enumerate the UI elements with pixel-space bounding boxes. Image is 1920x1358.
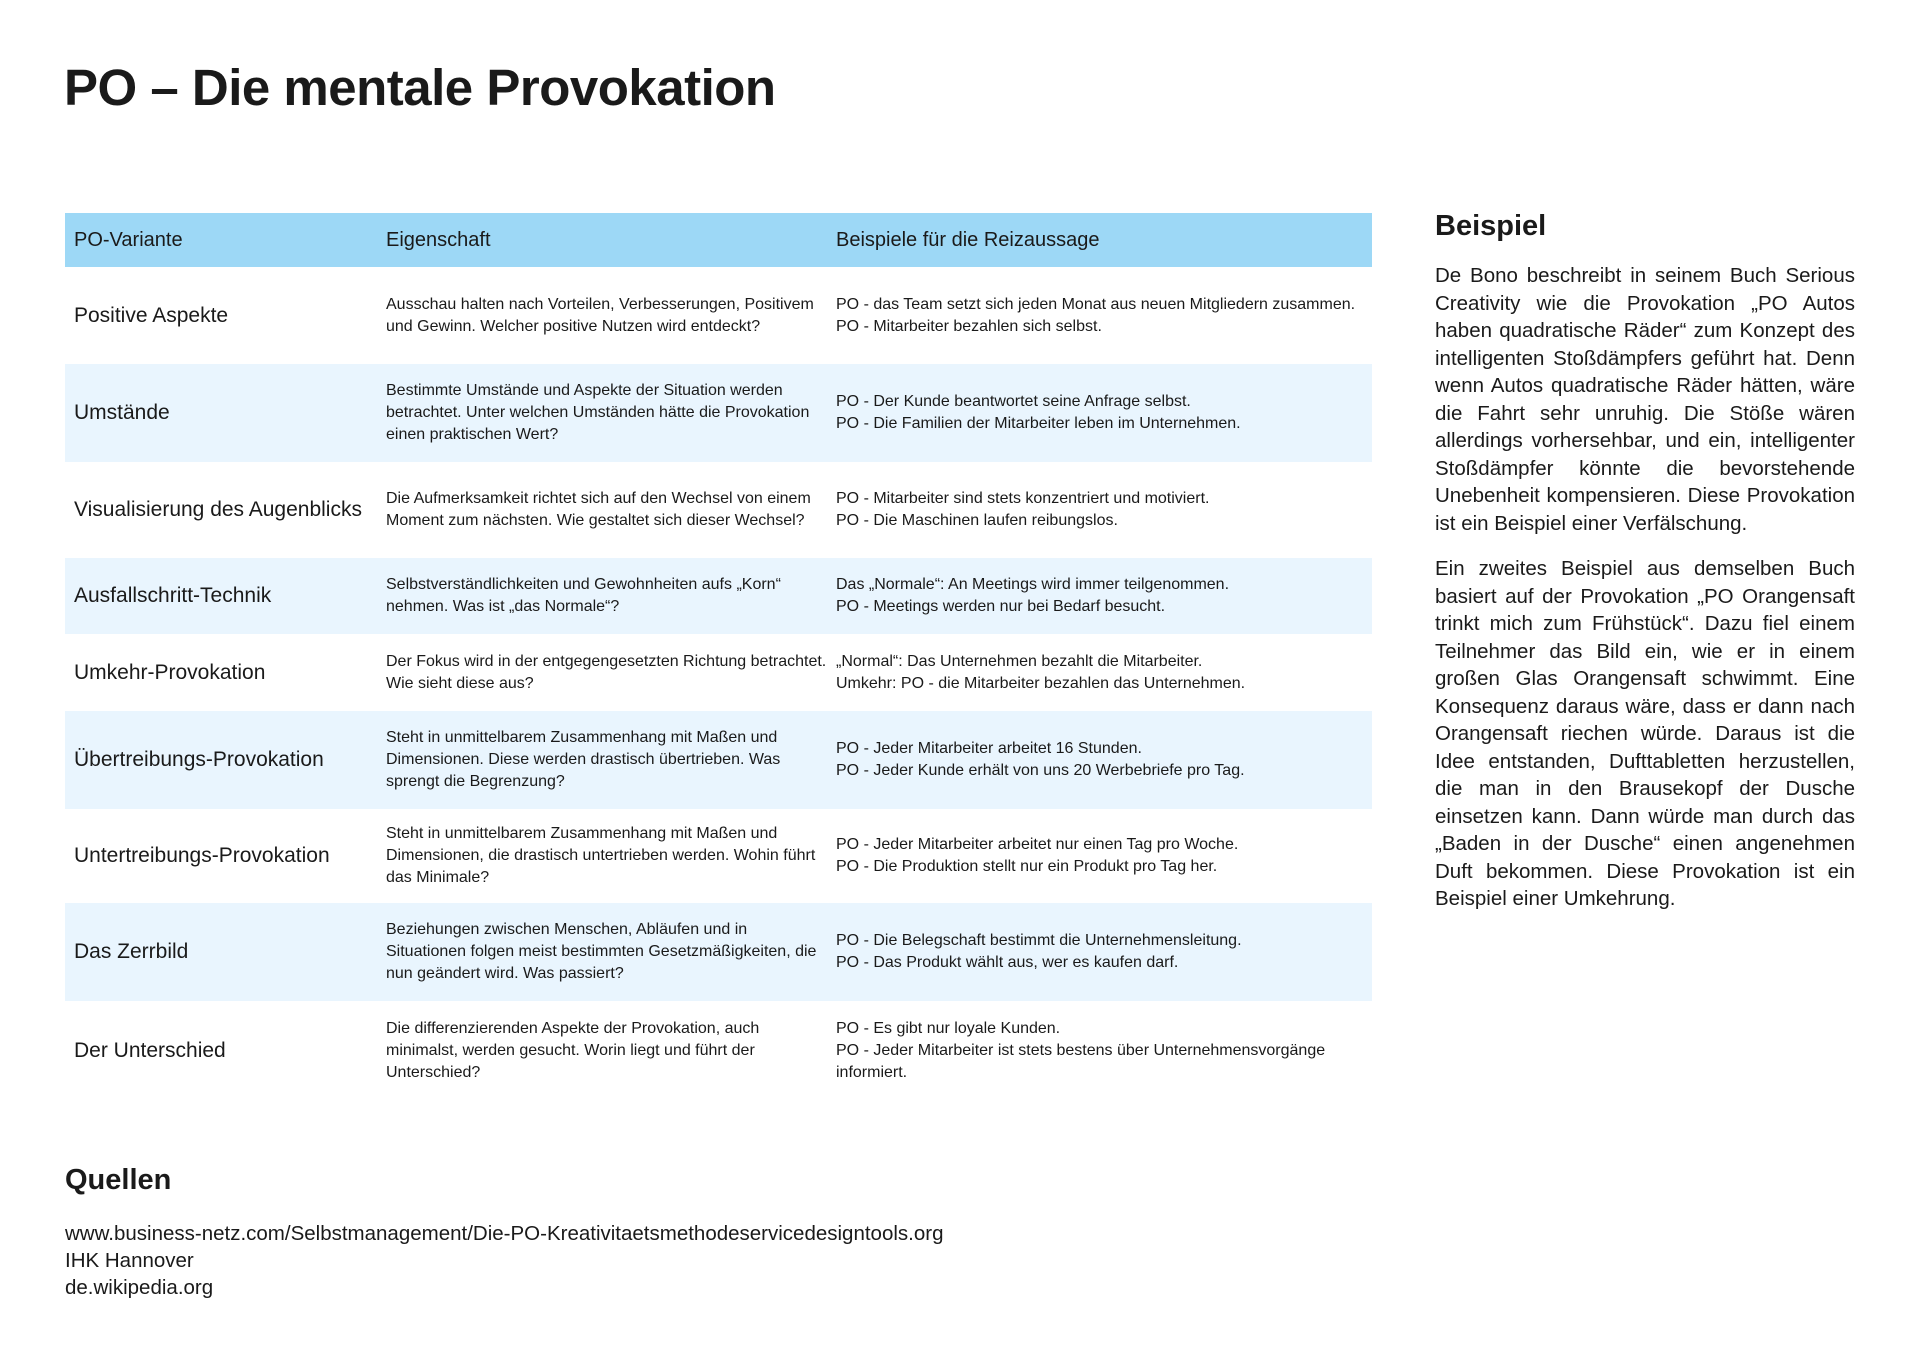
examples-cell — [836, 574, 1372, 618]
example-line: PO - Die Belegschaft bestimmt die Unternehmensleitung. — [836, 932, 1242, 949]
column-header-property: Eigenschaft — [386, 229, 491, 251]
variant-name: Umstände — [74, 401, 170, 424]
example-paragraph: Ein zweites Beispiel aus demselben Buch basiert auf der Provokation „PO Orangensaft trinkt mich zum Frühstück“. Dazu fiel einem Teilnehmer das Bild ein, wie er in einem großen Glas Orangensaft schwimmt. Eine Konsequenz daraus wäre, dass er dann nach Orangensaft riechen würde. Daraus ist die Idee entstanden, Dufttabletten herzustellen, die man in den Brausekopf der Dusche einsetzen kann. Dann würde man durch das „Baden in der Dusche“ einen angenehmen Duft bekommen. Diese Provokation ist ein Beispiel einer Umkehrung. — [1435, 557, 1855, 910]
variant-name: Der Unterschied — [74, 1039, 226, 1062]
example-line: PO - Jeder Mitarbeiter arbeitet 16 Stunden. — [836, 740, 1142, 757]
table-row — [65, 1001, 1372, 1101]
property-text: Ausschau halten nach Vorteilen, Verbesserungen, Positivem und Gewinn. Welcher positive Nutzen wird entdeckt? — [386, 295, 814, 335]
example-line: PO - Jeder Mitarbeiter arbeitet nur einen Tag pro Woche. — [836, 836, 1239, 853]
sources-section — [65, 1160, 944, 1301]
column-header-examples: Beispiele für die Reizaussage — [836, 229, 1100, 251]
property-text: Die Aufmerksamkeit richtet sich auf den Wechsel von einem Moment zum nächsten. Wie gestaltet sich dieser Wechsel? — [386, 490, 811, 529]
table-row — [65, 462, 1372, 558]
property-text: Der Fokus wird in der entgegengesetzten Richtung betrachtet. Wie sieht diese aus? — [386, 652, 827, 692]
sources-title: Quellen — [65, 1164, 172, 1196]
example-line: Umkehr: PO - die Mitarbeiter bezahlen das Unternehmen. — [836, 674, 1246, 692]
table-header-row — [65, 213, 1372, 267]
examples-cell — [836, 930, 1372, 974]
sidebar-title: Beispiel — [1435, 210, 1547, 242]
table-row — [65, 558, 1372, 634]
property-text: Die differenzierenden Aspekte der Provokation, auch minimalst, werden gesucht. Worin liegt und führt der Unterschied? — [386, 1020, 760, 1081]
variant-name: Das Zerrbild — [74, 940, 189, 963]
po-variants-table — [65, 213, 1372, 1101]
example-line: Das „Normale“: An Meetings wird immer teilgenommen. — [836, 576, 1230, 593]
property-text: Beziehungen zwischen Menschen, Abläufen und in Situationen folgen meist bestimmten Gesetzmäßigkeiten, die nun geändert wird. Was passiert? — [386, 921, 817, 982]
variant-name: Visualisierung des Augenblicks — [74, 498, 362, 521]
examples-cell — [836, 1018, 1372, 1084]
table-row — [65, 364, 1372, 462]
table-row — [65, 809, 1372, 903]
example-line: PO - Jeder Kunde erhält von uns 20 Werbebriefe pro Tag. — [836, 762, 1245, 779]
examples-cell — [836, 651, 1372, 695]
source-item: IHK Hannover — [65, 1249, 194, 1272]
page-title: PO – Die mentale Provokation — [64, 59, 776, 116]
property-text: Bestimmte Umstände und Aspekte der Situation werden betrachtet. Unter welchen Umständen hätte die Provokation einen praktischen Wert? — [386, 382, 810, 443]
examples-cell — [836, 834, 1372, 878]
variant-name: Übertreibungs-Provokation — [74, 748, 324, 771]
source-item: de.wikipedia.org — [65, 1276, 214, 1299]
example-line: PO - Die Familien der Mitarbeiter leben im Unternehmen. — [836, 415, 1241, 432]
column-header-variant: PO-Variante — [74, 229, 183, 251]
table-row — [65, 634, 1372, 711]
examples-cell — [836, 391, 1372, 435]
example-sidebar — [1435, 206, 1855, 931]
example-line: PO - das Team setzt sich jeden Monat aus neuen Mitgliedern zusammen. — [836, 295, 1356, 313]
examples-cell — [836, 294, 1372, 338]
example-line: „Normal“: Das Unternehmen bezahlt die Mitarbeiter. — [836, 652, 1203, 670]
table-row — [65, 903, 1372, 1001]
example-line: PO - Jeder Mitarbeiter ist stets bestens über Unternehmensvorgänge informiert. — [836, 1042, 1326, 1081]
variant-name: Untertreibungs-Provokation — [74, 844, 330, 867]
source-item: www.business-netz.com/Selbstmanagement/Die-PO-Kreativitaetsmethodeservicedesigntools.org — [65, 1222, 944, 1245]
example-line: PO - Meetings werden nur bei Bedarf besucht. — [836, 598, 1166, 615]
property-text: Steht in unmittelbarem Zusammenhang mit Maßen und Dimensionen, die drastisch untertrieben werden. Wohin führt das Minimale? — [386, 825, 816, 886]
example-paragraph: De Bono beschreibt in seinem Buch Serious Creativity wie die Provokation „PO Autos haben quadratische Räder“ zum Konzept des intelligenten Stoßdämpfers geführt hat. Denn wenn Autos quadratische Räder hätten, wäre die Fahrt sehr unruhig. Die Stöße wären allerdings vorhersehbar, und ein, intelligenter Stoßdämpfer könnte die bevorstehende Unebenheit kompensieren. Diese Provokation ist ein Beispiel einer Verfälschung. — [1435, 264, 1855, 535]
example-line: PO - Das Produkt wählt aus, wer es kaufen darf. — [836, 954, 1179, 971]
example-line: PO - Die Produktion stellt nur ein Produkt pro Tag her. — [836, 858, 1218, 875]
example-line: PO - Es gibt nur loyale Kunden. — [836, 1020, 1061, 1037]
example-line: PO - Mitarbeiter bezahlen sich selbst. — [836, 317, 1102, 335]
variant-name: Umkehr-Provokation — [74, 660, 266, 684]
example-line: PO - Der Kunde beantwortet seine Anfrage selbst. — [836, 393, 1191, 410]
property-text: Steht in unmittelbarem Zusammenhang mit Maßen und Dimensionen. Diese werden drastisch übertrieben. Was sprengt die Begrenzung? — [386, 729, 781, 790]
examples-cell — [836, 488, 1372, 532]
examples-cell — [836, 738, 1372, 782]
property-text: Selbstverständlichkeiten und Gewohnheiten aufs „Korn“ nehmen. Was ist „das Normale“? — [386, 576, 781, 615]
example-line: PO - Die Maschinen laufen reibungslos. — [836, 512, 1118, 529]
table-row — [65, 267, 1372, 364]
variant-name: Positive Aspekte — [74, 303, 229, 327]
example-line: PO - Mitarbeiter sind stets konzentriert und motiviert. — [836, 490, 1210, 507]
variant-name: Ausfallschritt-Technik — [74, 584, 272, 607]
table-row — [65, 711, 1372, 809]
